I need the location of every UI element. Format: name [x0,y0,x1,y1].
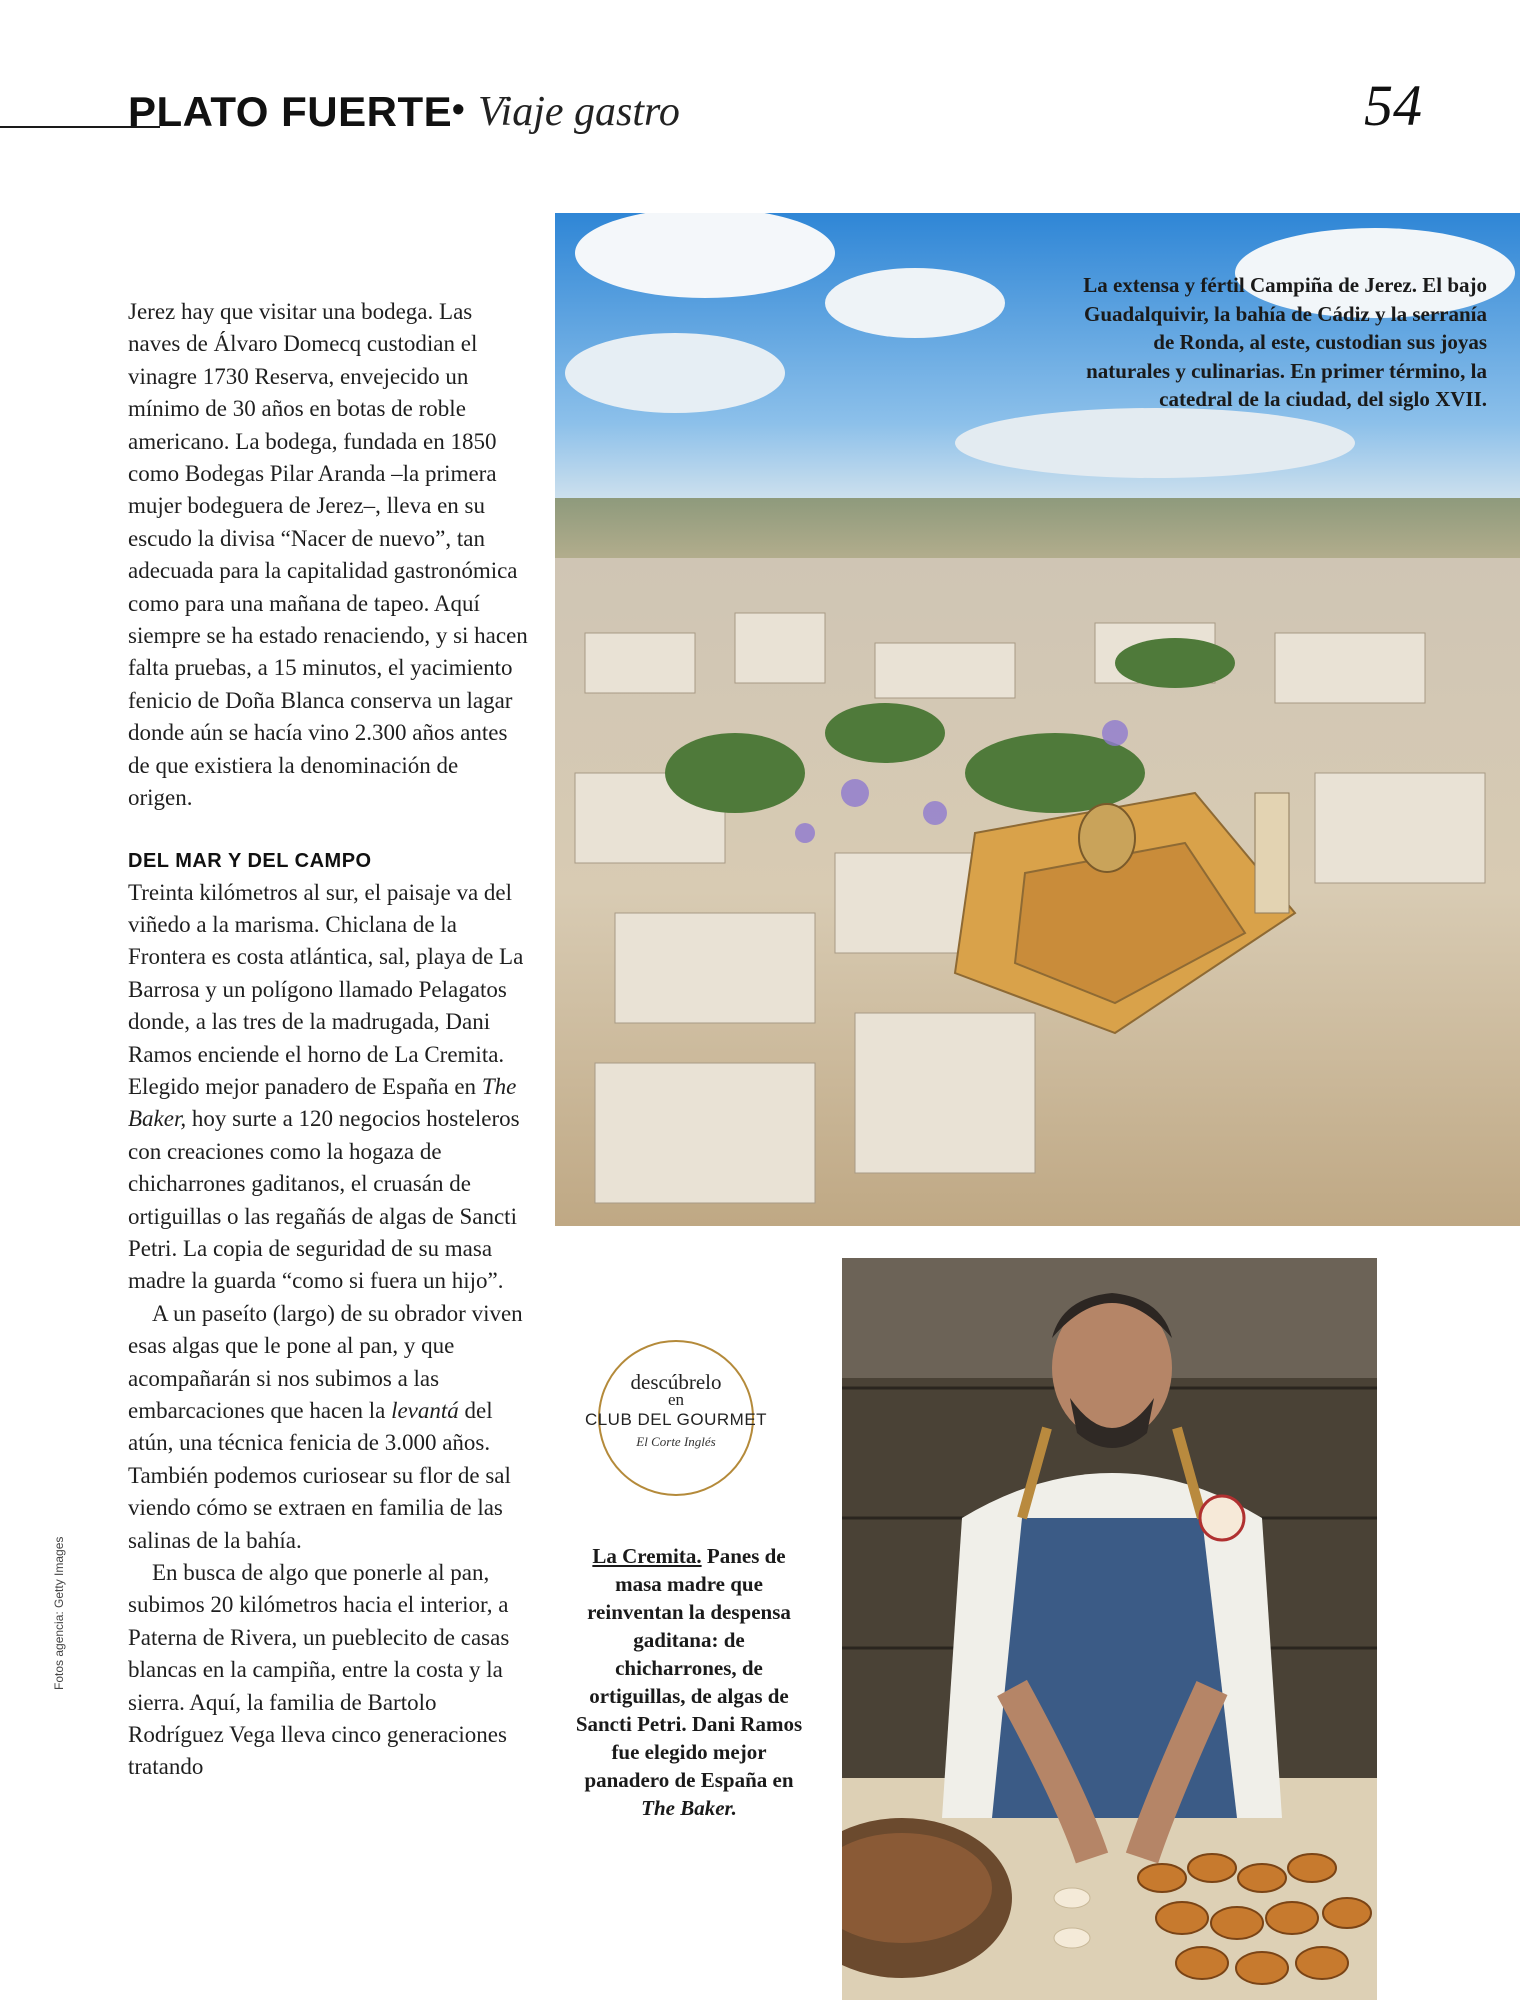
baker-photo-caption [572,1542,806,1822]
section-heading: DEL MAR Y DEL CAMPO [128,849,372,872]
photo-credit: Fotos agencia: Getty Images [52,1536,66,1690]
aerial-city-photo [555,213,1520,1226]
badge-line-1: descúbrelo [630,1370,722,1394]
paragraph-2-text-a: Treinta kilómetros al sur, el paisaje va del viñedo a la marisma. Chiclana de la Frontera es costa atlántica, sal, playa de La Barrosa y un polígono llamado Pelagatos donde, a las tres de la madrugada, Dani Ramos enciende el horno de La Cremita. Elegido mejor panadero de España en [128,879,524,1099]
aerial-photo-caption: La extensa y fértil Campiña de Jerez. El bajo Guadalquivir, la bahía de Cádiz y la serranía de Ronda, al este, custodian sus joyas naturales y culinarias. En primer término, la catedral de la ciudad, del siglo XVII. [1083,273,1487,411]
paragraph-3-text-a: A un paseíto (largo) de su obrador viven esas algas que le pone al pan, y que acompañarán si nos subimos a las embarcaciones que hacen la [128,1300,523,1423]
paragraph-2 [128,877,528,1298]
paragraph-3-text-b: del atún, una técnica fenicia de 3.000 años. También podemos curiosear su flor de sal viendo cómo se extraen en familia de las salinas de la bahía. [128,1398,511,1553]
paragraph-4: En busca de algo que ponerle al pan, subimos 20 kilómetros hacia el interior, a Paterna de Rivera, un pueblecito de casas blancas en la campiña, entre la costa y la sierra. Aquí, la familia de Bartolo Rodríguez Vega lleva cinco generaciones tratando [128,1560,510,1780]
badge-brand-logo: El Corte Inglés [636,1434,716,1449]
caption-text: Panes de masa madre que reinventan la despensa gaditana: de chicharrones, de ortiguillas, de algas de Sancti Petri. Dani Ramos fue elegido mejor panadero de España en [575,1544,803,1792]
baker-photo [842,1258,1377,2000]
section-title: PLATO FUERTE [128,88,453,135]
paragraph-2-italic: The Baker, [128,1073,517,1132]
page-number: 54 [1364,73,1422,138]
badge-club-name: CLUB DEL GOURMET [584,1410,768,1429]
caption-title: La Cremita. [592,1544,702,1568]
baker-illustration [842,1258,1377,2000]
badge-line-2: en [667,1390,685,1409]
club-del-gourmet-badge [584,1340,768,1496]
article-body [128,296,528,1784]
section-subtitle: Viaje gastro [478,89,680,135]
paragraph-2-text-b: hoy surte a 120 negocios hosteleros con creaciones como la hogaza de chicharrones gaditanos, el cruasán de ortiguillas o las regañás de algas de Sancti Petri. La copia de seguridad de su masa madre la guarda “como si fuera un hijo”. [128,1106,520,1294]
paragraph-1: Jerez hay que visitar una bodega. Las naves de Álvaro Domecq custodian el vinagre 1730 Reserva, envejecido un mínimo de 30 años en botas de roble americano. La bodega, fundada en 1850 como Bodegas Pilar Aranda –la primera mujer bodeguera de Jerez–, lleva en su escudo la divisa “Nacer de nuevo”, tan adecuada para la capitalidad gastronómica como para una mañana de tapeo. Aquí siempre se ha estado renaciendo, y si hacen falta pruebas, a 15 minutos, el yacimiento fenicio de Doña Blanca conserva un lagar donde aún se hacía vino 2.300 años antes de que existiera la denominación de origen. [128,299,528,811]
paragraph-3 [128,1298,528,1557]
paragraph-3-italic: levantá [391,1398,459,1423]
caption-italic: The Baker. [641,1796,737,1820]
header-bullet: • [452,88,465,129]
